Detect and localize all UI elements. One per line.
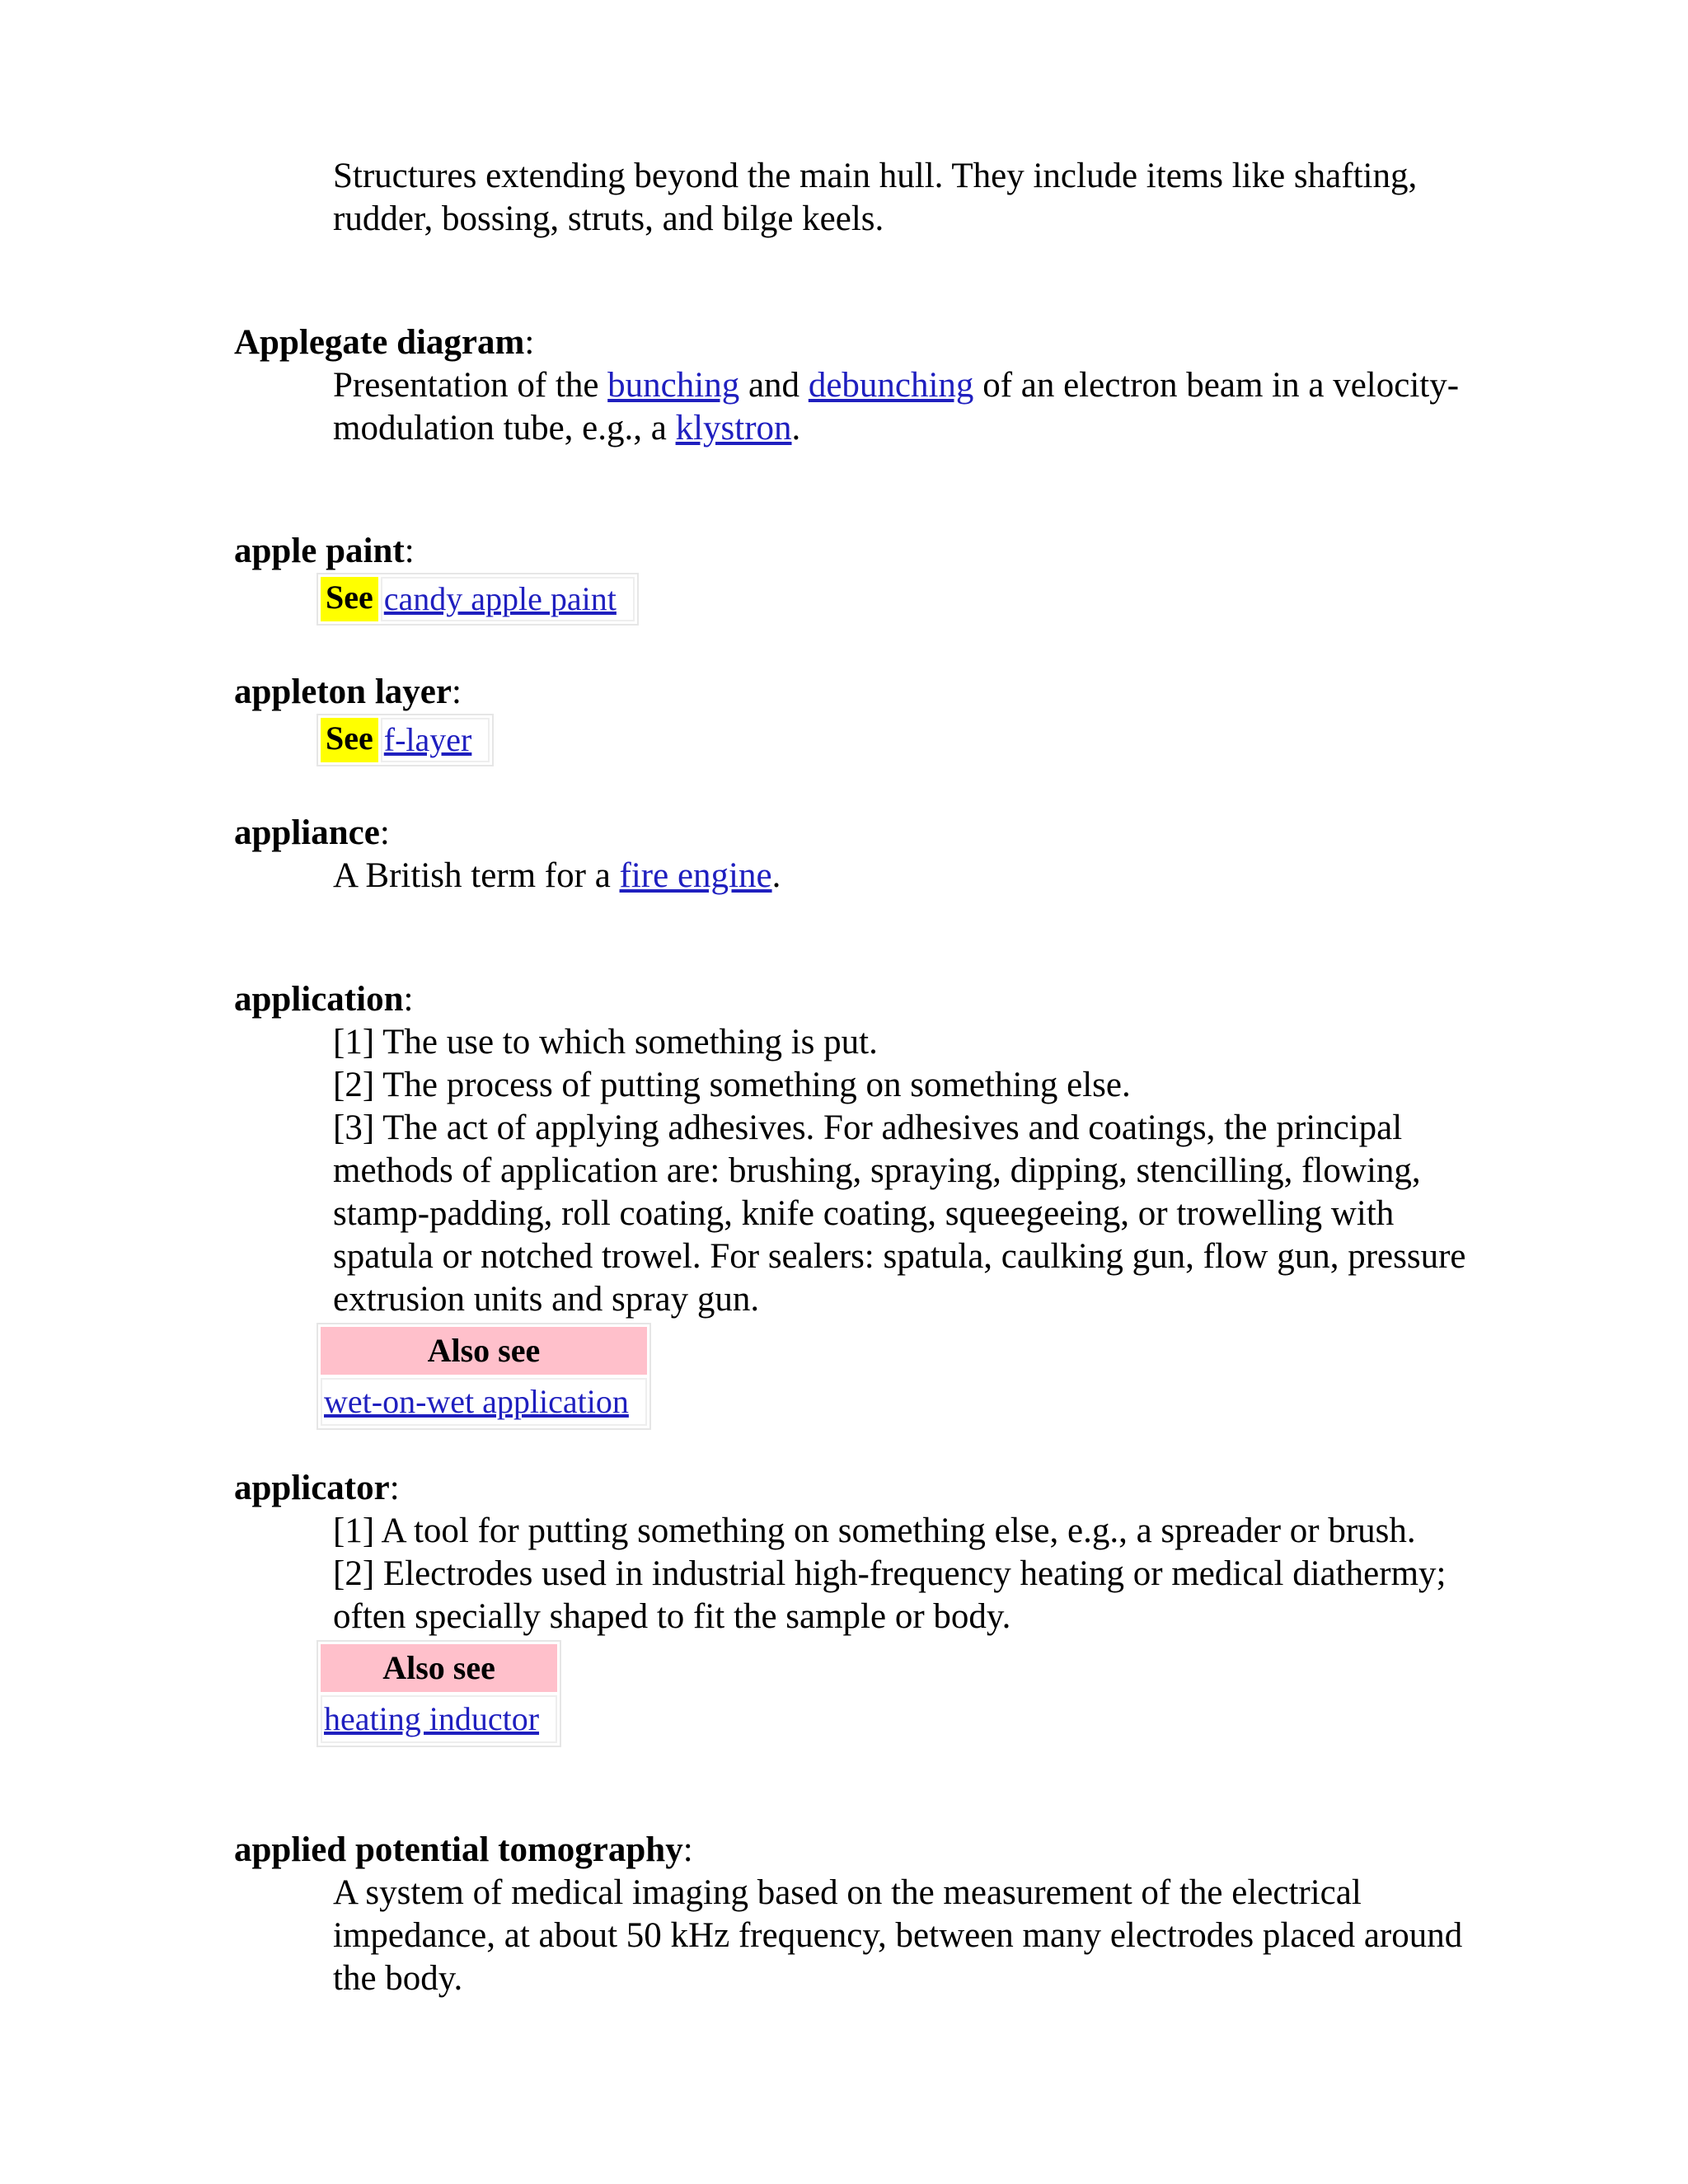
text-span: . <box>791 409 801 448</box>
term-line: applied potential tomography: <box>234 1830 693 1869</box>
entry-applegate-diagram <box>234 321 1470 450</box>
definition-text <box>333 855 1470 898</box>
link-debunching[interactable]: debunching <box>808 366 974 405</box>
term-heading: appleton layer <box>234 673 452 711</box>
sense-2: [2] Electrodes used in industrial high-frequency heating or medical diathermy; often specially shaped to fit the sample or body. <box>333 1554 1447 1636</box>
term-line: Applegate diagram: <box>234 323 535 362</box>
text-span: Presentation of the <box>333 366 608 405</box>
entry-apple-paint <box>234 530 1470 626</box>
sense-1: [1] A tool for putting something on something else, e.g., a spreader or brush. <box>333 1511 1416 1550</box>
term-line: application: <box>234 980 414 1019</box>
link-candy-apple-paint[interactable]: candy apple paint <box>381 577 635 621</box>
see-label: See <box>321 577 378 621</box>
term-heading: application <box>234 980 404 1019</box>
text-span: . <box>771 856 781 895</box>
term-line: appliance: <box>234 813 390 852</box>
entry-applied-potential-tomography <box>234 1829 1470 2000</box>
see-label: See <box>321 718 378 762</box>
term-line: applicator: <box>234 1469 400 1507</box>
entry-appleton-layer <box>234 671 1470 766</box>
term-line: appleton layer: <box>234 673 462 711</box>
text-span: and <box>739 366 809 405</box>
definition-paragraph: Structures extending beyond the main hull. They include items like shafting, rudder, bossing, struts, and bilge keels. <box>333 157 1418 238</box>
link-f-layer[interactable]: f-layer <box>381 718 490 762</box>
term-heading: apple paint <box>234 532 405 570</box>
sense-2: [2] The process of putting something on something else. <box>333 1066 1131 1104</box>
entry-applicator <box>234 1467 1470 1747</box>
see-reference-box <box>316 714 494 766</box>
term-heading: appliance <box>234 813 380 852</box>
definition-text <box>333 1510 1470 1638</box>
entry-appendages <box>234 155 1470 241</box>
entry-application <box>234 978 1470 1430</box>
see-reference-box <box>316 573 639 626</box>
link-klystron[interactable]: klystron <box>675 409 792 448</box>
definition-text <box>333 1021 1470 1321</box>
term-heading: applied potential tomography <box>234 1830 683 1869</box>
also-see-box <box>316 1640 561 1747</box>
text-span: A British term for a <box>333 856 620 895</box>
definition-paragraph: A system of medical imaging based on the measurement of the electrical impedance, at about 50 kHz frequency, between many electrodes placed around the body. <box>333 1873 1463 1998</box>
also-see-header: Also see <box>321 1644 557 1692</box>
link-heating-inductor[interactable]: heating inductor <box>321 1695 557 1743</box>
definition-text <box>333 155 1470 241</box>
text-span: of an electron beam in a velocity-modulation tube, e.g., a <box>333 366 1460 448</box>
sense-3: [3] The act of applying adhesives. For adhesives and coatings, the principal methods of application are: brushing, spraying, dipping, stencilling, flowing, stamp-padding, roll coating, knife coating, squeegeeing, or trowelling with spatula or notched trowel. For sealers: spatula, caulking gun, flow gun, pressure extrusion units and spray gun. <box>333 1108 1466 1319</box>
definition-text <box>333 1872 1470 2000</box>
also-see-box <box>316 1323 651 1430</box>
link-bunching[interactable]: bunching <box>607 366 740 405</box>
link-fire-engine[interactable]: fire engine <box>619 856 772 895</box>
link-wet-on-wet-application[interactable]: wet-on-wet application <box>321 1378 647 1426</box>
term-heading: Applegate diagram <box>234 323 525 362</box>
definition-paragraph <box>333 855 1470 898</box>
also-see-header: Also see <box>321 1327 647 1375</box>
definition-paragraph <box>333 364 1470 450</box>
term-heading: applicator <box>234 1469 390 1507</box>
term-line: apple paint: <box>234 532 415 570</box>
sense-1: [1] The use to which something is put. <box>333 1023 878 1062</box>
definition-text <box>333 364 1470 450</box>
entry-appliance <box>234 812 1470 898</box>
